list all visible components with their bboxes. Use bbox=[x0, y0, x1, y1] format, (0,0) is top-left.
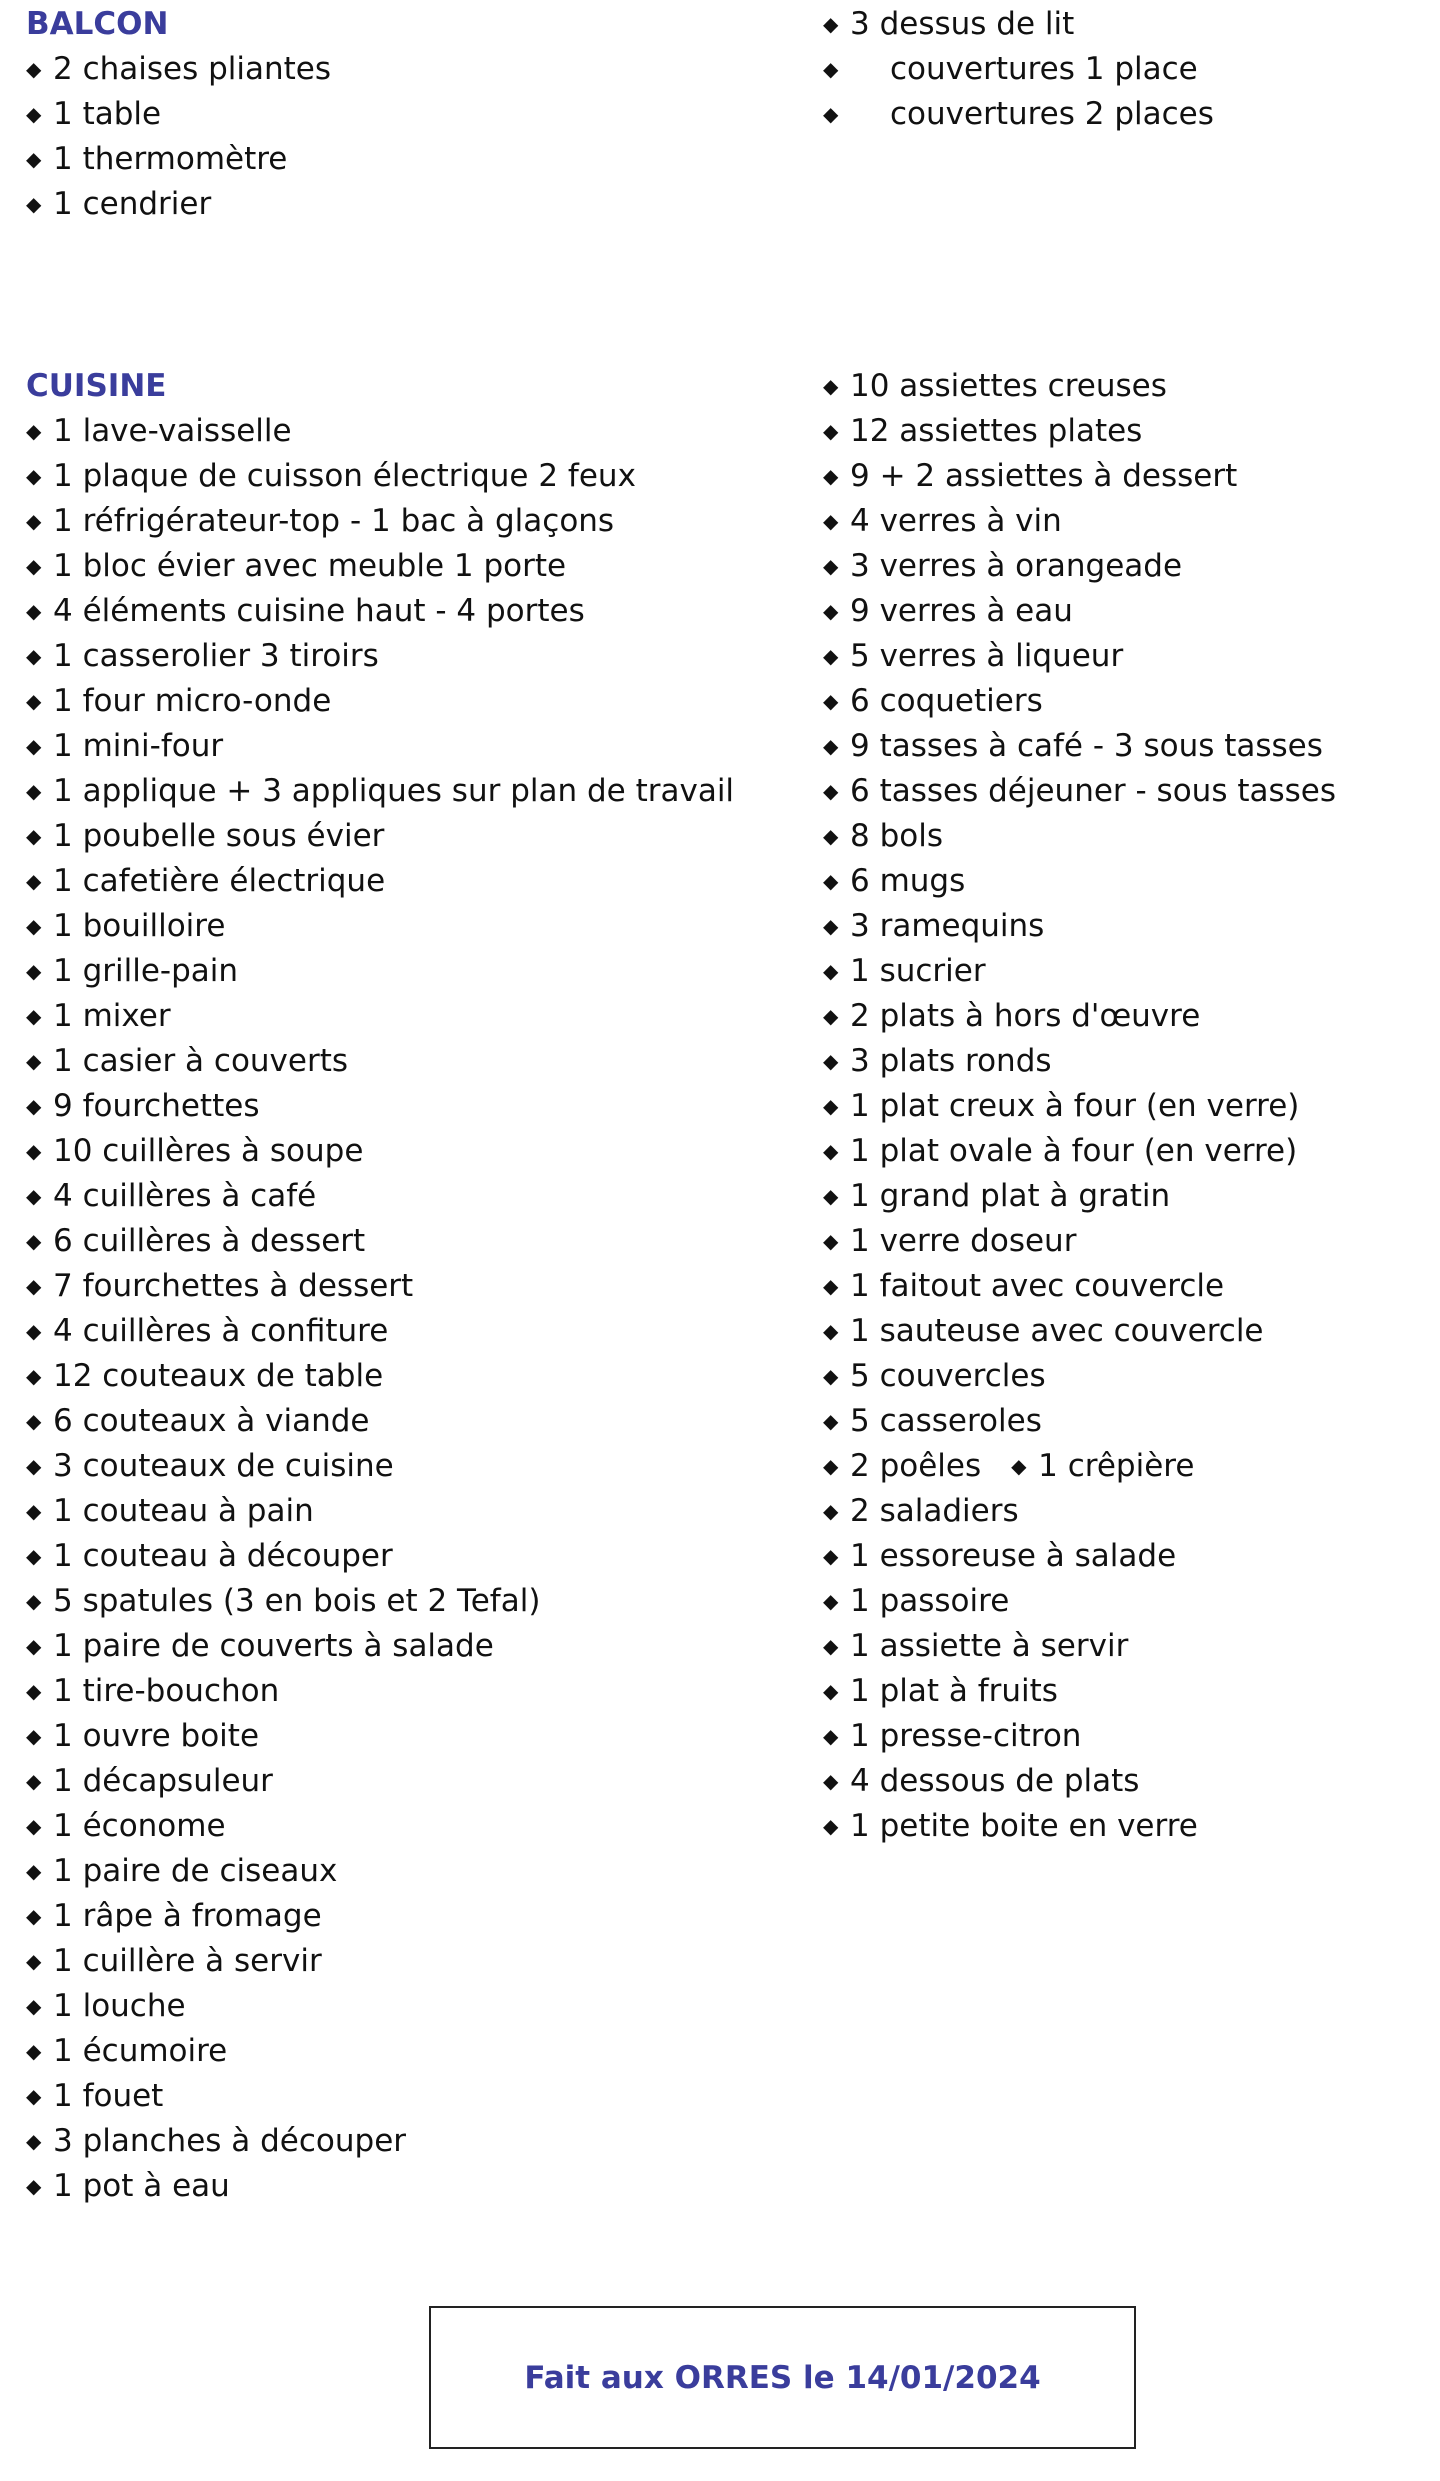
bullet-icon: ◆ bbox=[823, 419, 839, 443]
list-item bbox=[823, 409, 1440, 454]
list-item-label: 1 écumoire bbox=[53, 2033, 228, 2069]
bullet-icon: ◆ bbox=[26, 779, 42, 803]
list-item-label: 1 plat creux à four (en verre) bbox=[850, 1088, 1300, 1124]
bullet-icon: ◆ bbox=[26, 2174, 42, 2198]
list-item-label: 4 verres à vin bbox=[850, 503, 1062, 539]
list-item bbox=[823, 1129, 1440, 1174]
list-item-label: 1 plat à fruits bbox=[850, 1673, 1058, 1709]
bullet-icon: ◆ bbox=[26, 464, 42, 488]
bullet-icon: ◆ bbox=[26, 147, 42, 171]
list-item-label: 1 plat ovale à four (en verre) bbox=[850, 1133, 1298, 1169]
list-item bbox=[26, 814, 786, 859]
list-item-label: 1 grand plat à gratin bbox=[850, 1178, 1171, 1214]
list-item bbox=[26, 1714, 786, 1759]
bullet-icon: ◆ bbox=[823, 509, 839, 533]
list-item bbox=[823, 1219, 1440, 1264]
literie-section bbox=[823, 2, 1440, 137]
bullet-icon: ◆ bbox=[823, 1634, 839, 1658]
list-item-label: 1 fouet bbox=[53, 2078, 164, 2114]
list-item-label: 1 décapsuleur bbox=[53, 1763, 273, 1799]
bullet-icon: ◆ bbox=[26, 1949, 42, 1973]
list-item: ◆ 3 dessus de lit bbox=[823, 2, 1440, 47]
list-item bbox=[26, 182, 786, 227]
balcon-list bbox=[26, 47, 786, 227]
bullet-icon: ◆ bbox=[26, 102, 42, 126]
list-item bbox=[26, 2029, 786, 2074]
list-item bbox=[26, 1939, 786, 1984]
list-item bbox=[823, 1759, 1440, 1804]
bullet-icon: ◆ bbox=[823, 12, 839, 36]
list-item-label: 1 passoire bbox=[850, 1583, 1010, 1619]
list-item-label: 10 assiettes creuses bbox=[850, 368, 1167, 404]
bullet-icon: ◆ bbox=[26, 1229, 42, 1253]
bullet-icon: ◆ bbox=[823, 1049, 839, 1073]
bullet-icon: ◆ bbox=[823, 824, 839, 848]
bullet-icon: ◆ bbox=[26, 1994, 42, 2018]
bullet-icon: ◆ bbox=[823, 1094, 839, 1118]
list-item-label: 2 saladiers bbox=[850, 1493, 1019, 1529]
list-item bbox=[26, 499, 786, 544]
list-item bbox=[823, 1579, 1440, 1624]
bullet-icon: ◆ bbox=[26, 1004, 42, 1028]
list-item-label: 1 râpe à fromage bbox=[53, 1898, 322, 1934]
bullet-icon: ◆ bbox=[26, 644, 42, 668]
bullet-icon: ◆ bbox=[26, 689, 42, 713]
footer-text: Fait aux ORRES le 14/01/2024 bbox=[524, 2359, 1041, 2396]
list-item-label: 1 casier à couverts bbox=[53, 1043, 349, 1079]
list-item-label: 1 sauteuse avec couvercle bbox=[850, 1313, 1264, 1349]
list-item-label: 6 couteaux à viande bbox=[53, 1403, 370, 1439]
list-item bbox=[26, 724, 786, 769]
bullet-icon: ◆ bbox=[26, 1274, 42, 1298]
list-item-label: 1 couteau à découper bbox=[53, 1538, 393, 1574]
list-item-label: 9 fourchettes bbox=[53, 1088, 260, 1124]
list-item-label: 3 couteaux de cuisine bbox=[53, 1448, 394, 1484]
list-item bbox=[26, 589, 786, 634]
list-item-label: 1 assiette à servir bbox=[850, 1628, 1129, 1664]
bullet-icon: ◆ bbox=[26, 599, 42, 623]
list-item bbox=[26, 1669, 786, 1714]
bullet-icon: ◆ bbox=[823, 914, 839, 938]
list-item bbox=[823, 1174, 1440, 1219]
list-item-label: 9 + 2 assiettes à dessert bbox=[850, 458, 1238, 494]
cuisine-right-section bbox=[823, 364, 1440, 1849]
bullet-icon: ◆ bbox=[26, 1679, 42, 1703]
list-item bbox=[823, 589, 1440, 634]
bullet-icon: ◆ bbox=[823, 644, 839, 668]
list-item bbox=[26, 1849, 786, 1894]
list-item-label: 1 applique + 3 appliques sur plan de travail bbox=[53, 773, 735, 809]
list-item-label: 1 petite boite en verre bbox=[850, 1808, 1198, 1844]
cuisine-section bbox=[26, 364, 786, 2209]
bullet-icon: ◆ bbox=[823, 57, 839, 81]
bullet-icon: ◆ bbox=[823, 1499, 839, 1523]
list-item bbox=[26, 994, 786, 1039]
bullet-icon: ◆ bbox=[26, 914, 42, 938]
list-item bbox=[26, 1309, 786, 1354]
list-item-label: 1 cendrier bbox=[53, 186, 212, 222]
list-item-label: 4 cuillères à café bbox=[53, 1178, 317, 1214]
bullet-icon: ◆ bbox=[26, 1904, 42, 1928]
list-item bbox=[823, 949, 1440, 994]
list-item bbox=[823, 1354, 1440, 1399]
list-item bbox=[823, 1804, 1440, 1849]
bullet-icon: ◆ bbox=[26, 1049, 42, 1073]
list-item-label: 1 cuillère à servir bbox=[53, 1943, 322, 1979]
list-item bbox=[26, 92, 786, 137]
bullet-icon: ◆ bbox=[26, 509, 42, 533]
list-item bbox=[26, 1264, 786, 1309]
bullet-icon: ◆ bbox=[26, 1724, 42, 1748]
list-item-label: 1 sucrier bbox=[850, 953, 986, 989]
list-item-label: 1 lave-vaisselle bbox=[53, 413, 292, 449]
list-item-label: 6 cuillères à dessert bbox=[53, 1223, 366, 1259]
list-item bbox=[823, 1624, 1440, 1669]
list-item-label: 12 assiettes plates bbox=[850, 413, 1143, 449]
list-item-label: 1 essoreuse à salade bbox=[850, 1538, 1177, 1574]
bullet-icon: ◆ bbox=[26, 959, 42, 983]
list-item-label: 1 thermomètre bbox=[53, 141, 288, 177]
list-item-label: 5 couvercles bbox=[850, 1358, 1046, 1394]
bullet-icon: ◆ bbox=[823, 1364, 839, 1388]
bullet-icon: ◆ bbox=[823, 1679, 839, 1703]
list-item-label: 1 verre doseur bbox=[850, 1223, 1077, 1259]
list-item bbox=[823, 769, 1440, 814]
list-item bbox=[26, 2074, 786, 2119]
list-item-label: 3 verres à orangeade bbox=[850, 548, 1183, 584]
list-item-label: 12 couteaux de table bbox=[53, 1358, 384, 1394]
list-item bbox=[26, 409, 786, 454]
list-item bbox=[26, 544, 786, 589]
bullet-icon: ◆ bbox=[823, 1229, 839, 1253]
list-item bbox=[823, 1534, 1440, 1579]
bullet-icon: ◆ bbox=[823, 959, 839, 983]
cuisine-heading: CUISINE bbox=[26, 368, 167, 404]
list-item bbox=[26, 634, 786, 679]
list-item bbox=[26, 904, 786, 949]
list-item bbox=[823, 1084, 1440, 1129]
bullet-icon: ◆ bbox=[823, 1724, 839, 1748]
list-item bbox=[823, 814, 1440, 859]
list-item bbox=[823, 544, 1440, 589]
list-item bbox=[823, 634, 1440, 679]
list-item-label: 5 spatules (3 en bois et 2 Tefal) bbox=[53, 1583, 541, 1619]
list-item bbox=[26, 47, 786, 92]
bullet-icon: ◆ bbox=[26, 1544, 42, 1568]
list-item bbox=[823, 994, 1440, 1039]
bullet-icon: ◆ bbox=[26, 2039, 42, 2063]
list-item bbox=[26, 1894, 786, 1939]
bullet-icon: ◆ bbox=[823, 464, 839, 488]
bullet-icon: ◆ bbox=[26, 1364, 42, 1388]
list-item-label: 1 poubelle sous évier bbox=[53, 818, 385, 854]
bullet-icon: ◆ bbox=[823, 869, 839, 893]
list-item bbox=[823, 859, 1440, 904]
list-item-label: 8 bols bbox=[850, 818, 943, 854]
list-item-label: 1 tire-bouchon bbox=[53, 1673, 280, 1709]
balcon-section bbox=[26, 2, 786, 227]
list-item bbox=[26, 1534, 786, 1579]
list-item-label: 1 grille-pain bbox=[53, 953, 239, 989]
list-item-label: 3 plats ronds bbox=[850, 1043, 1052, 1079]
list-item-label: 1 bouilloire bbox=[53, 908, 226, 944]
bullet-icon: ◆ bbox=[26, 2084, 42, 2108]
list-item-label: 1 four micro-onde bbox=[53, 683, 332, 719]
bullet-icon: ◆ bbox=[823, 1184, 839, 1208]
list-item-label: 4 dessous de plats bbox=[850, 1763, 1140, 1799]
list-item bbox=[26, 137, 786, 182]
bullet-icon: ◆ bbox=[823, 734, 839, 758]
bullet-icon: ◆ bbox=[823, 689, 839, 713]
bullet-icon: ◆ bbox=[823, 1004, 839, 1028]
list-item bbox=[26, 679, 786, 724]
list-item bbox=[823, 1039, 1440, 1084]
list-item bbox=[26, 1444, 786, 1489]
bullet-icon: ◆ bbox=[26, 1139, 42, 1163]
list-item bbox=[823, 364, 1440, 409]
list-item-label: 6 tasses déjeuner - sous tasses bbox=[850, 773, 1336, 809]
list-item bbox=[26, 769, 786, 814]
list-item-label: 1 pot à eau bbox=[53, 2168, 230, 2204]
list-item bbox=[26, 454, 786, 499]
list-item bbox=[26, 2164, 786, 2209]
list-item-label: 1 couteau à pain bbox=[53, 1493, 314, 1529]
list-item-label: 1 crêpière bbox=[1038, 1448, 1195, 1484]
bullet-icon: ◆ bbox=[26, 1859, 42, 1883]
bullet-icon: ◆ bbox=[823, 1319, 839, 1343]
bullet-icon: ◆ bbox=[823, 1814, 839, 1838]
bullet-icon: ◆ bbox=[26, 57, 42, 81]
bullet-icon: ◆ bbox=[26, 1499, 42, 1523]
bullet-icon: ◆ bbox=[823, 374, 839, 398]
list-item bbox=[26, 1759, 786, 1804]
bullet-icon: ◆ bbox=[26, 869, 42, 893]
bullet-icon: ◆ bbox=[823, 102, 839, 126]
list-item-label: 1 cafetière électrique bbox=[53, 863, 386, 899]
list-item bbox=[823, 1264, 1440, 1309]
list-item bbox=[26, 1984, 786, 2029]
list-item bbox=[823, 1309, 1440, 1354]
list-item bbox=[26, 2119, 786, 2164]
list-item bbox=[823, 1669, 1440, 1714]
bullet-icon: ◆ bbox=[823, 1454, 839, 1478]
list-item bbox=[823, 1399, 1440, 1444]
list-item-label: 1 ouvre boite bbox=[53, 1718, 260, 1754]
list-item-label: 2 plats à hors d'œuvre bbox=[850, 998, 1201, 1034]
bullet-icon: ◆ bbox=[26, 824, 42, 848]
list-item-label: 10 cuillères à soupe bbox=[53, 1133, 364, 1169]
list-item bbox=[26, 1039, 786, 1084]
cuisine-right-list bbox=[823, 364, 1440, 1849]
bullet-icon: ◆ bbox=[26, 1814, 42, 1838]
bullet-icon: ◆ bbox=[26, 1409, 42, 1433]
list-item bbox=[26, 859, 786, 904]
bullet-icon: ◆ bbox=[26, 1454, 42, 1478]
bullet-icon: ◆ bbox=[26, 1769, 42, 1793]
list-item bbox=[26, 1129, 786, 1174]
bullet-icon: ◆ bbox=[26, 1319, 42, 1343]
list-item-label: 6 mugs bbox=[850, 863, 966, 899]
list-item-label: 7 fourchettes à dessert bbox=[53, 1268, 414, 1304]
list-item bbox=[823, 904, 1440, 949]
bullet-icon: ◆ bbox=[823, 1274, 839, 1298]
list-item-label: 1 bloc évier avec meuble 1 porte bbox=[53, 548, 567, 584]
bullet-icon: ◆ bbox=[823, 1139, 839, 1163]
list-item-label: 4 cuillères à confiture bbox=[53, 1313, 389, 1349]
list-item-label: 4 éléments cuisine haut - 4 portes bbox=[53, 593, 585, 629]
bullet-icon: ◆ bbox=[26, 2129, 42, 2153]
list-item bbox=[823, 724, 1440, 769]
bullet-icon: ◆ bbox=[1011, 1454, 1027, 1478]
bullet-icon: ◆ bbox=[26, 192, 42, 216]
list-item-label: 1 plaque de cuisson électrique 2 feux bbox=[53, 458, 636, 494]
list-item-label: 1 mixer bbox=[53, 998, 171, 1034]
bullet-icon: ◆ bbox=[26, 1634, 42, 1658]
list-item bbox=[26, 1624, 786, 1669]
list-item-label: 1 presse-citron bbox=[850, 1718, 1082, 1754]
list-item bbox=[26, 949, 786, 994]
list-item bbox=[823, 1714, 1440, 1759]
bullet-icon: ◆ bbox=[823, 779, 839, 803]
list-item-label: 2 poêles bbox=[850, 1448, 982, 1484]
list-item bbox=[26, 1489, 786, 1534]
list-item: ◆ couvertures 1 place bbox=[823, 47, 1440, 92]
bullet-icon: ◆ bbox=[26, 554, 42, 578]
bullet-icon: ◆ bbox=[823, 1769, 839, 1793]
cuisine-left-list bbox=[26, 409, 786, 2209]
list-item-label: 9 verres à eau bbox=[850, 593, 1073, 629]
list-item-label: 1 casserolier 3 tiroirs bbox=[53, 638, 379, 674]
list-item-label: 1 paire de couverts à salade bbox=[53, 1628, 494, 1664]
list-item-label: 1 paire de ciseaux bbox=[53, 1853, 338, 1889]
list-item-label: 6 coquetiers bbox=[850, 683, 1043, 719]
bullet-icon: ◆ bbox=[26, 419, 42, 443]
list-item-label: 1 louche bbox=[53, 1988, 186, 2024]
bullet-icon: ◆ bbox=[26, 734, 42, 758]
list-item bbox=[823, 454, 1440, 499]
bullet-icon: ◆ bbox=[823, 554, 839, 578]
list-item bbox=[26, 1354, 786, 1399]
list-item bbox=[26, 1579, 786, 1624]
list-item-label: 2 chaises pliantes bbox=[53, 51, 332, 87]
bullet-icon: ◆ bbox=[26, 1184, 42, 1208]
list-item bbox=[26, 1219, 786, 1264]
list-item-label: 5 casseroles bbox=[850, 1403, 1042, 1439]
list-item: ◆ couvertures 2 places bbox=[823, 92, 1440, 137]
list-item bbox=[26, 1084, 786, 1129]
bullet-icon: ◆ bbox=[823, 1544, 839, 1568]
list-item bbox=[823, 1444, 1440, 1489]
list-item-label: 1 faitout avec couvercle bbox=[850, 1268, 1225, 1304]
balcon-heading: BALCON bbox=[26, 6, 169, 42]
list-item bbox=[823, 1489, 1440, 1534]
list-item-label: 9 tasses à café - 3 sous tasses bbox=[850, 728, 1323, 764]
list-item bbox=[26, 1174, 786, 1219]
bullet-icon: ◆ bbox=[823, 1589, 839, 1613]
list-item-label: 1 mini-four bbox=[53, 728, 224, 764]
signature-box bbox=[429, 2306, 1136, 2449]
list-item bbox=[823, 679, 1440, 724]
bullet-icon: ◆ bbox=[823, 1409, 839, 1433]
list-item-label: 1 réfrigérateur-top - 1 bac à glaçons bbox=[53, 503, 615, 539]
list-item-label: 5 verres à liqueur bbox=[850, 638, 1124, 674]
bullet-icon: ◆ bbox=[26, 1094, 42, 1118]
list-item bbox=[823, 499, 1440, 544]
list-item-label: 1 économe bbox=[53, 1808, 226, 1844]
list-item-label: 3 ramequins bbox=[850, 908, 1045, 944]
bullet-icon: ◆ bbox=[26, 1589, 42, 1613]
list-item-label: 1 table bbox=[53, 96, 162, 132]
list-item-label: 3 planches à découper bbox=[53, 2123, 407, 2159]
list-item bbox=[26, 1399, 786, 1444]
bullet-icon: ◆ bbox=[823, 599, 839, 623]
list-item bbox=[26, 1804, 786, 1849]
